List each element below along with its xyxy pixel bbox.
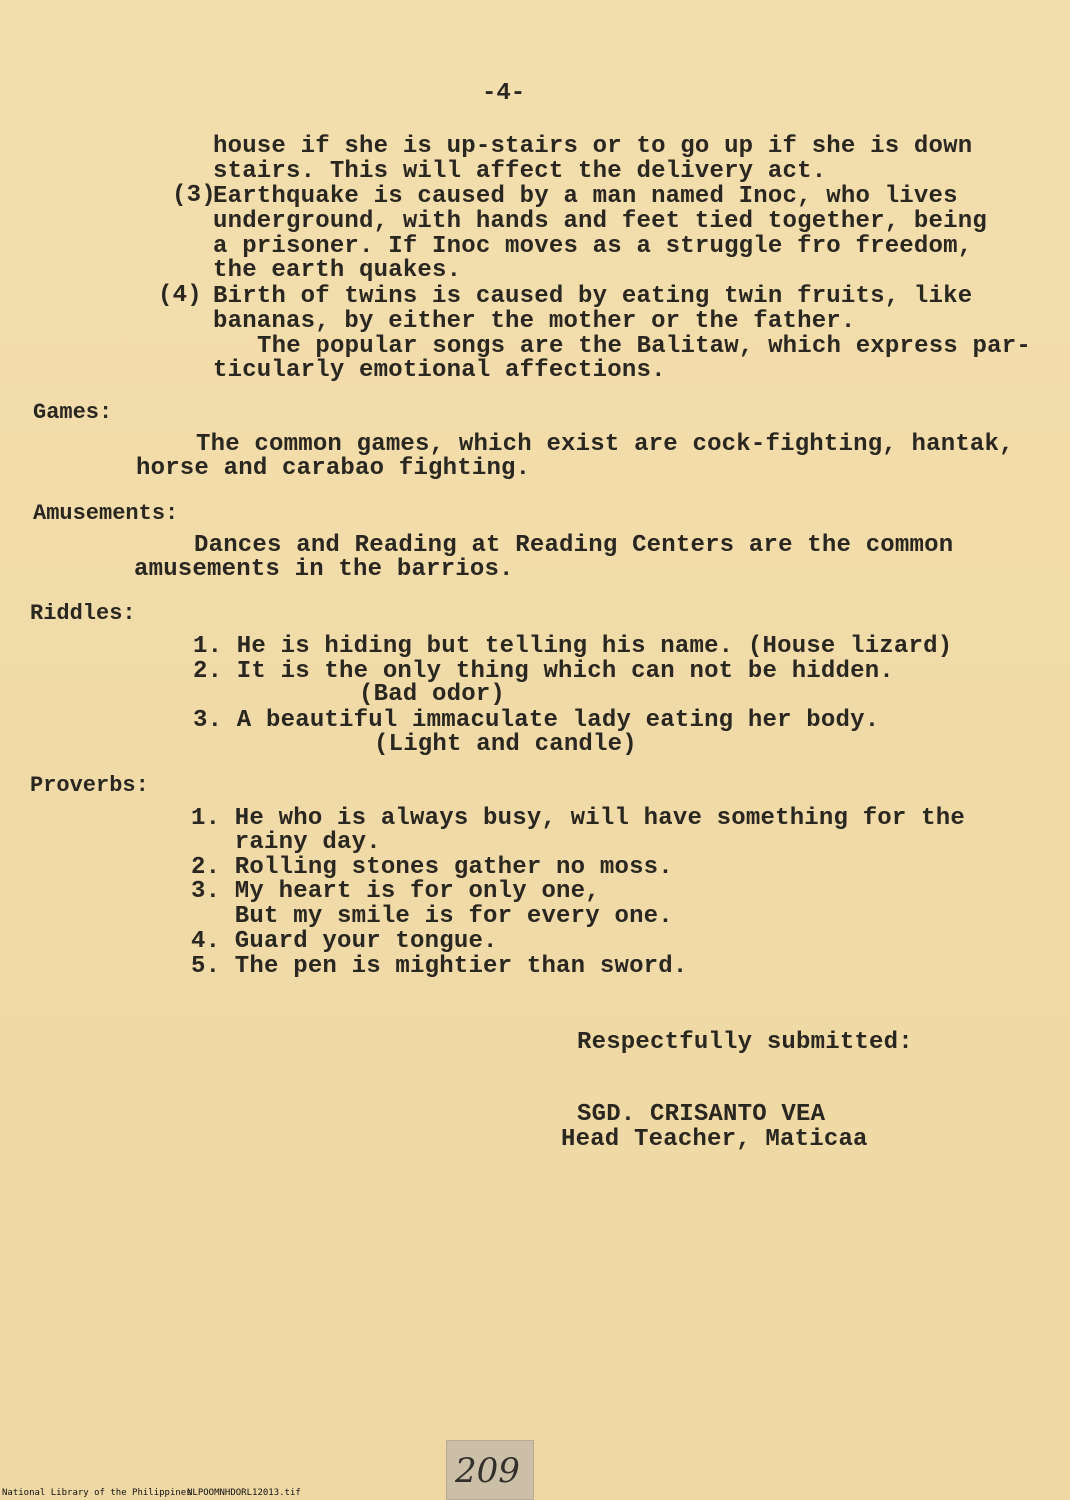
belief-3-line-2: underground, with hands and feet tied together, being: [213, 208, 987, 235]
riddle-2-answer: (Bad odor): [359, 681, 506, 708]
footer-library: National Library of the Philippines: [2, 1488, 192, 1498]
proverb-line-4: 3. My heart is for only one,: [191, 878, 600, 905]
games-heading: Games:: [33, 400, 113, 425]
belief-4-line-2: bananas, by either the mother or the father.: [213, 308, 856, 335]
riddles-heading: Riddles:: [30, 601, 136, 626]
signature-title: Head Teacher, Maticaa: [561, 1126, 868, 1153]
signature-name: SGD. CRISANTO VEA: [577, 1101, 826, 1128]
proverb-line-1: 1. He who is always busy, will have something for the: [191, 805, 965, 832]
proverb-line-3: 2. Rolling stones gather no moss.: [191, 854, 673, 881]
proverb-line-5: But my smile is for every one.: [191, 903, 673, 930]
belief-3-line-4: the earth quakes.: [213, 257, 462, 284]
games-line-2: horse and carabao fighting.: [136, 455, 531, 482]
proverb-line-2: rainy day.: [191, 829, 381, 856]
page-number: -4-: [482, 80, 526, 107]
stamp-number: 209: [455, 1451, 520, 1491]
intro-line-2: stairs. This will affect the delivery act.: [213, 158, 827, 185]
songs-line-2: ticularly emotional affections.: [213, 357, 666, 384]
belief-3-line-1: Earthquake is caused by a man named Inoc, who lives: [213, 183, 958, 210]
amusements-heading: Amusements:: [33, 501, 179, 526]
page-stamp: [446, 1440, 534, 1500]
proverbs-heading: Proverbs:: [30, 773, 149, 798]
riddle-3: 3. A beautiful immaculate lady eating her body.: [193, 707, 880, 734]
amusements-line-1: Dances and Reading at Reading Centers are the common: [194, 532, 954, 559]
amusements-line-2: amusements in the barrios.: [134, 556, 514, 583]
footer-file: NLPOOMNHDORL12013.tif: [187, 1488, 301, 1498]
songs-line-1: The popular songs are the Balitaw, which express par-: [257, 333, 1031, 360]
proverb-line-6: 4. Guard your tongue.: [191, 928, 498, 955]
belief-4-number: (4): [158, 282, 202, 309]
belief-3-line-3: a prisoner. If Inoc moves as a struggle fro freedom,: [213, 233, 973, 260]
games-line-1: The common games, which exist are cock-fighting, hantak,: [196, 431, 1014, 458]
riddle-3-answer: (Light and candle): [374, 731, 637, 758]
belief-4-line-1: Birth of twins is caused by eating twin fruits, like: [213, 283, 973, 310]
intro-line-1: house if she is up-stairs or to go up if she is down: [213, 133, 973, 160]
riddle-2: 2. It is the only thing which can not be hidden.: [193, 658, 894, 685]
proverb-line-7: 5. The pen is mightier than sword.: [191, 953, 688, 980]
closing-text: Respectfully submitted:: [577, 1029, 913, 1056]
riddle-1: 1. He is hiding but telling his name. (House lizard): [193, 633, 953, 660]
belief-3-number: (3): [172, 182, 216, 209]
